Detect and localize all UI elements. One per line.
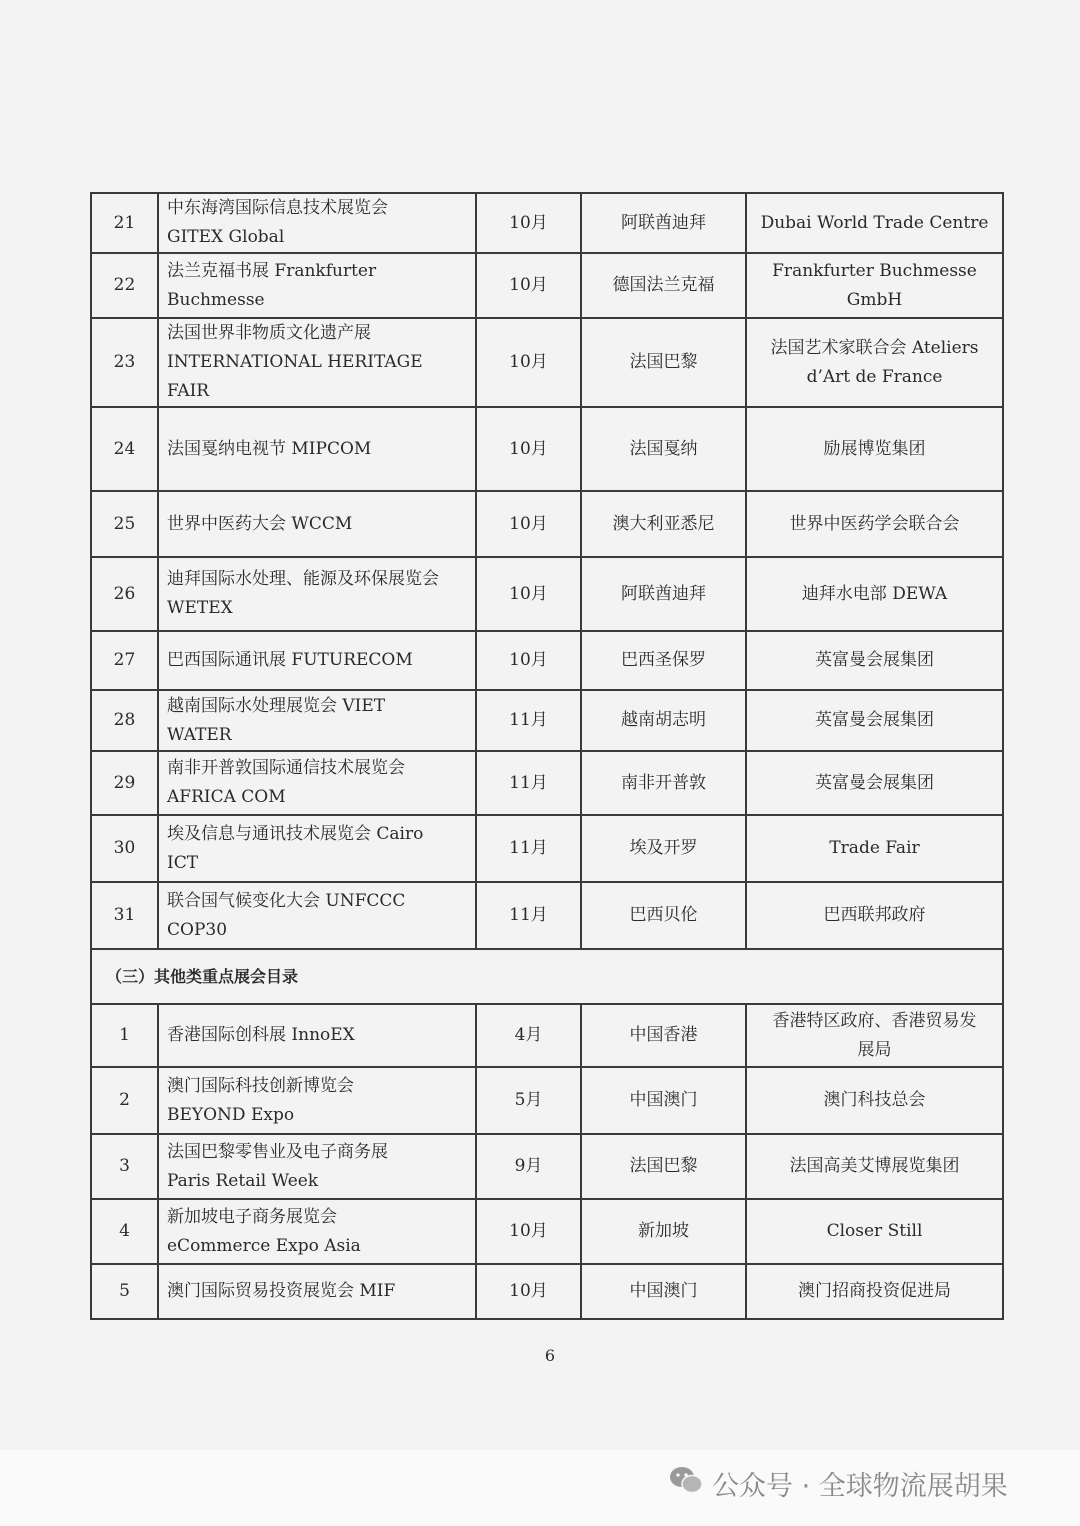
table-row — [91, 1004, 1003, 1067]
exhibition-organizer — [746, 407, 1003, 491]
exhibition-name — [158, 407, 476, 491]
exhibition-name-line: 南非开普敦国际通信技术展览会 — [167, 758, 405, 778]
exhibition-month: 10月 — [476, 1264, 581, 1319]
exhibition-month: 5月 — [476, 1067, 581, 1134]
exhibition-name-line: Paris Retail Week — [167, 1170, 319, 1191]
exhibition-location: 南非开普敦 — [581, 751, 746, 815]
table-row — [91, 1067, 1003, 1134]
exhibition-organizer — [746, 882, 1003, 949]
exhibition-name — [158, 751, 476, 815]
exhibition-name-line: AFRICA COM — [167, 787, 286, 807]
exhibition-name-line: eCommerce Expo Asia — [167, 1235, 361, 1256]
row-number: 22 — [91, 253, 158, 318]
table-row — [91, 690, 1003, 751]
row-number: 3 — [91, 1134, 158, 1199]
row-number: 21 — [91, 193, 158, 253]
exhibition-organizer — [746, 253, 1003, 318]
exhibition-name — [158, 491, 476, 557]
row-number: 29 — [91, 751, 158, 815]
exhibition-location: 阿联酋迪拜 — [581, 557, 746, 631]
exhibition-name-line: 世界中医药大会 WCCM — [167, 513, 353, 534]
exhibition-name-line: WETEX — [167, 598, 233, 618]
exhibition-name — [158, 1264, 476, 1319]
exhibition-location: 阿联酋迪拜 — [581, 193, 746, 253]
exhibition-location: 中国香港 — [581, 1004, 746, 1067]
table-row — [91, 1199, 1003, 1264]
row-number: 27 — [91, 631, 158, 690]
table-row — [91, 751, 1003, 815]
exhibition-name — [158, 815, 476, 882]
exhibition-organizer-line: 英富曼会展集团 — [815, 772, 934, 793]
exhibition-organizer — [746, 751, 1003, 815]
exhibition-location: 法国戛纳 — [581, 407, 746, 491]
row-number: 25 — [91, 491, 158, 557]
exhibition-name — [158, 1004, 476, 1067]
exhibition-organizer — [746, 815, 1003, 882]
exhibition-name — [158, 882, 476, 949]
exhibition-month: 4月 — [476, 1004, 581, 1067]
row-number: 2 — [91, 1067, 158, 1134]
table-row — [91, 407, 1003, 491]
exhibition-organizer — [746, 1264, 1003, 1319]
exhibition-name-line: 巴西国际通讯展 FUTURECOM — [167, 650, 413, 670]
exhibition-organizer-line: 澳门招商投资促进局 — [798, 1281, 951, 1301]
exhibition-month: 11月 — [476, 882, 581, 949]
exhibition-location: 巴西贝伦 — [581, 882, 746, 949]
exhibition-location: 法国巴黎 — [581, 1134, 746, 1199]
exhibition-name-line: 澳门国际科技创新博览会 — [167, 1075, 354, 1096]
table-row — [91, 1264, 1003, 1319]
exhibition-name — [158, 690, 476, 751]
table-row — [91, 491, 1003, 557]
watermark — [668, 1464, 1008, 1503]
section-row — [91, 949, 1003, 1004]
exhibition-organizer-line: 迪拜水电部 DEWA — [801, 583, 948, 604]
row-number: 5 — [91, 1264, 158, 1319]
table-row — [91, 631, 1003, 690]
exhibition-month: 10月 — [476, 318, 581, 407]
exhibition-month: 10月 — [476, 253, 581, 318]
exhibition-name — [158, 557, 476, 631]
table-row — [91, 193, 1003, 253]
row-number: 4 — [91, 1199, 158, 1264]
row-number: 30 — [91, 815, 158, 882]
exhibition-organizer — [746, 631, 1003, 690]
exhibition-name — [158, 1199, 476, 1264]
exhibition-organizer-line: 励展博览集团 — [823, 438, 926, 459]
table-row — [91, 815, 1003, 882]
exhibition-month: 10月 — [476, 631, 581, 690]
page-number: 6 — [544, 1346, 556, 1365]
exhibition-name-line: 法国戛纳电视节 MIPCOM — [167, 438, 372, 459]
exhibition-organizer-line: 法国高美艾博展览集团 — [789, 1156, 960, 1176]
exhibition-organizer-line: Trade Fair — [829, 838, 920, 858]
row-number: 28 — [91, 690, 158, 751]
exhibition-name-line: 埃及信息与通讯技术展览会 Cairo — [167, 823, 424, 844]
exhibition-location: 澳大利亚悉尼 — [581, 491, 746, 557]
exhibition-name-line: 香港国际创科展 InnoEX — [167, 1025, 355, 1045]
exhibition-organizer — [746, 690, 1003, 751]
exhibition-organizer — [746, 491, 1003, 557]
exhibition-name-line: INTERNATIONAL HERITAGE FAIR — [167, 352, 423, 401]
exhibition-location: 德国法兰克福 — [581, 253, 746, 318]
exhibition-location: 中国澳门 — [581, 1264, 746, 1319]
row-number: 23 — [91, 318, 158, 407]
watermark-text: 公众号 · 全球物流展胡果 — [712, 1471, 1008, 1502]
exhibition-month: 11月 — [476, 815, 581, 882]
exhibition-month: 10月 — [476, 193, 581, 253]
exhibition-organizer-line: 法国艺术家联合会 Ateliers — [770, 337, 979, 358]
row-number: 24 — [91, 407, 158, 491]
table-row — [91, 253, 1003, 318]
exhibition-organizer-line: d’Art de France — [806, 366, 943, 387]
table-row — [91, 318, 1003, 407]
exhibition-month: 10月 — [476, 491, 581, 557]
exhibition-organizer — [746, 318, 1003, 407]
table-row — [91, 557, 1003, 631]
exhibition-name — [158, 1134, 476, 1199]
exhibition-organizer — [746, 1134, 1003, 1199]
exhibition-organizer-line: 展局 — [857, 1039, 892, 1060]
exhibition-name — [158, 193, 476, 253]
exhibition-location: 埃及开罗 — [581, 815, 746, 882]
exhibition-month: 11月 — [476, 751, 581, 815]
exhibition-organizer-line: 英富曼会展集团 — [815, 650, 934, 670]
exhibition-month: 10月 — [476, 557, 581, 631]
exhibition-name-line: 法兰克福书展 Frankfurter — [167, 260, 377, 281]
wechat-icon — [668, 1465, 704, 1502]
exhibition-name-line: ICT — [167, 852, 199, 873]
exhibition-month: 10月 — [476, 407, 581, 491]
exhibition-organizer-line: 香港特区政府、香港贸易发 — [772, 1010, 977, 1031]
exhibition-name-line: 中东海湾国际信息技术展览会 — [167, 198, 388, 218]
exhibition-name — [158, 631, 476, 690]
exhibition-organizer — [746, 1004, 1003, 1067]
exhibition-table — [90, 192, 1004, 1320]
exhibition-month: 11月 — [476, 690, 581, 751]
exhibition-name — [158, 253, 476, 318]
exhibition-organizer-line: 巴西联邦政府 — [823, 905, 926, 925]
row-number: 31 — [91, 882, 158, 949]
row-number: 1 — [91, 1004, 158, 1067]
exhibition-name-line: Buchmesse — [167, 289, 265, 310]
section-title: （三）其他类重点展会目录 — [91, 949, 1003, 1004]
exhibition-name-line: 新加坡电子商务展览会 — [167, 1206, 337, 1227]
exhibition-name-line: 联合国气候变化大会 UNFCCC — [167, 890, 406, 911]
exhibition-organizer-line: Frankfurter Buchmesse GmbH — [772, 260, 977, 310]
row-number: 26 — [91, 557, 158, 631]
exhibition-name-line: 迪拜国际水处理、能源及环保展览会 — [167, 569, 439, 589]
exhibition-name-line: BEYOND Expo — [167, 1104, 295, 1125]
exhibition-organizer-line: Dubai World Trade Centre — [760, 212, 989, 233]
exhibition-month: 9月 — [476, 1134, 581, 1199]
exhibition-organizer-line: 英富曼会展集团 — [815, 710, 934, 730]
exhibition-organizer — [746, 1067, 1003, 1134]
exhibition-location: 新加坡 — [581, 1199, 746, 1264]
exhibition-name-line: GITEX Global — [167, 227, 285, 247]
exhibition-organizer-line: 澳门科技总会 — [823, 1090, 926, 1110]
exhibition-month: 10月 — [476, 1199, 581, 1264]
exhibition-organizer-line: Closer Still — [826, 1221, 923, 1241]
exhibition-location: 中国澳门 — [581, 1067, 746, 1134]
exhibition-location: 巴西圣保罗 — [581, 631, 746, 690]
exhibition-name-line: 澳门国际贸易投资展览会 MIF — [167, 1281, 396, 1301]
exhibition-name-line: WATER — [167, 724, 232, 745]
exhibition-name-line: 越南国际水处理展览会 VIET — [167, 695, 386, 716]
exhibition-organizer — [746, 557, 1003, 631]
exhibition-organizer — [746, 193, 1003, 253]
exhibition-location: 法国巴黎 — [581, 318, 746, 407]
exhibition-name — [158, 1067, 476, 1134]
exhibition-location: 越南胡志明 — [581, 690, 746, 751]
exhibition-name-line: COP30 — [167, 919, 228, 940]
exhibition-name-line: 法国巴黎零售业及电子商务展 — [167, 1141, 388, 1162]
exhibition-name — [158, 318, 476, 407]
exhibition-organizer-line: 世界中医药学会联合会 — [789, 513, 960, 534]
table-row — [91, 882, 1003, 949]
table-row — [91, 1134, 1003, 1199]
exhibition-name-line: 法国世界非物质文化遗产展 — [167, 323, 371, 343]
exhibition-organizer — [746, 1199, 1003, 1264]
